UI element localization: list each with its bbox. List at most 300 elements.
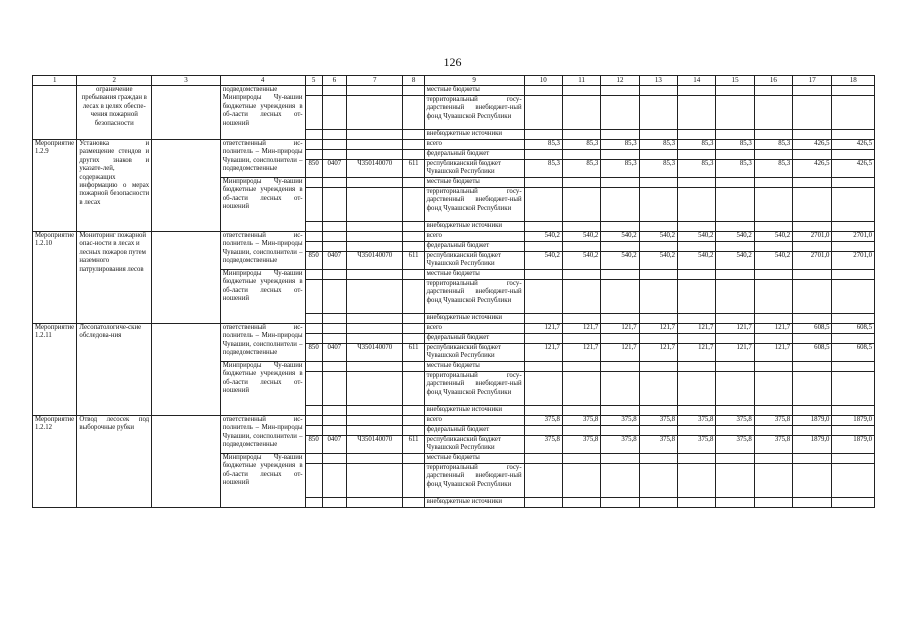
empty-cell [601,314,639,324]
measure-id: Мероприятие 1.2.9 [33,140,77,232]
empty-cell [793,242,832,252]
column-number-row [33,76,875,86]
empty-cell [793,334,832,344]
source-label: местные бюджеты [424,454,524,464]
value-cell: 608,5 [793,324,832,334]
empty-cell [793,178,832,188]
empty-cell [639,242,677,252]
source-label: территориальный госу-дарственный внебюджет-ный фонд Чувашской Республики [424,96,524,130]
empty-cell [678,270,716,280]
source-label: местные бюджеты [424,178,524,188]
empty-cell [678,464,716,498]
executor-bottom: Минприроды Чу-вашии бюджетные учреждения в об-ласти лесных от-ношений [220,454,305,508]
empty-cell [678,222,716,232]
value-cell: 85,3 [678,160,716,178]
empty-cell [832,188,875,222]
empty-cell [832,362,875,372]
source-label: внебюджетные источники [424,314,524,324]
value-cell: 1879,0 [832,416,875,426]
code-vr: 611 [403,160,424,178]
empty-cell [524,178,562,188]
code-rzpr: 0407 [322,344,346,362]
empty-cell [562,426,600,436]
empty-cell [639,222,677,232]
value-cell: 121,7 [754,344,792,362]
empty-cell [678,280,716,314]
empty-cell [524,372,562,406]
empty-cell [562,314,600,324]
col-num: 8 [403,76,424,86]
value-cell: 85,3 [639,160,677,178]
empty-cell [524,314,562,324]
source-label: внебюджетные источники [424,498,524,508]
value-cell: 85,3 [639,140,677,150]
col-num: 10 [524,76,562,86]
col-num: 18 [832,76,875,86]
continuation-executor: подведомственные Минприроды Чу-вашии бюджетные учреждения в об-ласти лесных от-ношений [220,86,305,140]
empty-cell [716,362,754,372]
empty-cell [793,188,832,222]
source-label: местные бюджеты [424,362,524,372]
value-cell: 121,7 [524,344,562,362]
budget-table [32,75,875,508]
code-grbs: 850 [305,160,322,178]
empty-cell [832,314,875,324]
empty-cell [832,406,875,416]
empty-cell [716,222,754,232]
value-cell: 540,2 [601,232,639,242]
value-cell: 85,3 [601,160,639,178]
col-num: 7 [346,76,403,86]
continuation-name: ограничение пребывания граждан в лесах в целях обеспе-чения пожарной безопасности [77,86,152,140]
value-cell: 608,5 [832,344,875,362]
value-cell: 85,3 [678,140,716,150]
value-cell: 2701,0 [832,232,875,242]
page-number: 126 [443,55,462,69]
value-cell: 85,3 [754,140,792,150]
value-cell: 2701,0 [793,252,832,270]
col-num: 3 [152,76,221,86]
value-cell: 375,8 [716,416,754,426]
empty-cell [754,314,792,324]
value-cell: 1879,0 [793,436,832,454]
empty-cell [793,270,832,280]
empty-cell [832,222,875,232]
code-vr: 611 [403,436,424,454]
empty-cell [524,454,562,464]
empty-cell [601,334,639,344]
empty-cell [754,362,792,372]
empty-cell [754,242,792,252]
empty-cell [832,270,875,280]
empty-cell [639,426,677,436]
source-label: внебюджетные источники [424,406,524,416]
source-label: местные бюджеты [424,86,524,96]
value-cell: 375,8 [524,416,562,426]
empty-cell [601,454,639,464]
empty-cell [562,242,600,252]
empty-cell [793,150,832,160]
empty-cell [793,362,832,372]
code-rzpr: 0407 [322,252,346,270]
empty-cell [601,242,639,252]
source-label: внебюджетные источники [424,222,524,232]
empty-cell [562,270,600,280]
measure-row [33,324,875,334]
measure-id: Мероприятие 1.2.10 [33,232,77,324]
empty-cell [716,372,754,406]
empty-cell [562,334,600,344]
empty-cell [601,464,639,498]
col-num: 4 [220,76,305,86]
measure-row [33,232,875,242]
empty-cell [601,426,639,436]
empty-cell [678,314,716,324]
source-label: федеральный бюджет [424,426,524,436]
empty-cell [678,188,716,222]
empty-cell [639,188,677,222]
empty-cell [639,464,677,498]
empty-cell [754,188,792,222]
executor-top: ответственный ис-полнитель – Мин-природы Чувашии, соисполнители – подведомственные [220,324,305,362]
empty-cell [678,406,716,416]
empty-cell [639,280,677,314]
code-csr: Ч350140070 [346,160,403,178]
measure-name: Лесопатологиче-ские обследова-ния [77,324,152,416]
source-label: республиканский бюджет Чувашской Республики [424,252,524,270]
value-cell: 85,3 [524,160,562,178]
value-cell: 121,7 [562,324,600,334]
empty-cell [601,188,639,222]
value-cell: 540,2 [562,252,600,270]
empty-cell [639,178,677,188]
value-cell: 540,2 [639,232,677,242]
empty-cell [524,280,562,314]
value-cell: 1879,0 [832,436,875,454]
value-cell: 540,2 [754,252,792,270]
value-cell: 121,7 [601,344,639,362]
empty-cell [716,498,754,508]
empty-cell [562,406,600,416]
source-label: территориальный госу-дарственный внебюджет-ный фонд Чувашской Республики [424,280,524,314]
empty-cell [832,372,875,406]
source-label: всего [424,232,524,242]
empty-cell [562,362,600,372]
empty-cell [754,454,792,464]
empty-cell [716,334,754,344]
empty-cell [601,178,639,188]
value-cell: 85,3 [716,160,754,178]
value-cell: 375,8 [562,416,600,426]
code-csr: Ч350140070 [346,344,403,362]
measure-name: Отвод лесосек под выборочные рубки [77,416,152,508]
code-grbs: 850 [305,344,322,362]
value-cell: 2701,0 [793,232,832,242]
value-cell: 121,7 [601,324,639,334]
empty-cell [716,454,754,464]
empty-cell [754,222,792,232]
empty-cell [601,280,639,314]
source-label: внебюджетные источники [424,130,524,140]
empty-cell [678,454,716,464]
executor-top: ответственный ис-полнитель – Мин-природы Чувашии, соисполнители – подведомственные [220,232,305,270]
value-cell: 1879,0 [793,416,832,426]
col-num: 9 [424,76,524,86]
empty-cell [524,406,562,416]
empty-cell [562,464,600,498]
empty-cell [601,222,639,232]
empty-cell [754,280,792,314]
code-csr: Ч350140070 [346,252,403,270]
value-cell: 121,7 [754,324,792,334]
col-num: 11 [562,76,600,86]
empty-cell [832,464,875,498]
source-label: всего [424,416,524,426]
value-cell: 426,5 [793,140,832,150]
empty-cell [793,498,832,508]
col-num: 12 [601,76,639,86]
empty-cell [793,222,832,232]
empty-cell [832,334,875,344]
value-cell: 375,8 [639,436,677,454]
value-cell: 121,7 [716,324,754,334]
empty-cell [562,498,600,508]
value-cell: 540,2 [562,232,600,242]
empty-cell [639,454,677,464]
empty-cell [832,242,875,252]
value-cell: 540,2 [716,232,754,242]
empty-cell [793,426,832,436]
empty-cell [678,372,716,406]
empty-cell [524,270,562,280]
measure-name: Мониторинг пожарной опас-ности в лесах и лесных пожаров путем наземного патрулирования лесов [77,232,152,324]
value-cell: 608,5 [793,344,832,362]
source-label: республиканский бюджет Чувашской Республики [424,436,524,454]
blank-cell [152,140,221,232]
value-cell: 375,8 [562,436,600,454]
empty-cell [601,362,639,372]
col-num: 5 [305,76,322,86]
executor-bottom: Минприроды Чу-вашии бюджетные учреждения в об-ласти лесных от-ношений [220,270,305,324]
col-num: 15 [716,76,754,86]
empty-cell [716,280,754,314]
empty-cell [716,242,754,252]
empty-cell [678,334,716,344]
empty-cell [754,270,792,280]
empty-cell [832,454,875,464]
empty-cell [524,426,562,436]
value-cell: 426,5 [832,160,875,178]
value-cell: 2701,0 [832,252,875,270]
empty-cell [524,242,562,252]
value-cell: 540,2 [678,232,716,242]
source-label: всего [424,324,524,334]
empty-cell [562,372,600,406]
empty-cell [562,222,600,232]
col-num: 6 [322,76,346,86]
empty-cell [793,464,832,498]
value-cell: 85,3 [754,160,792,178]
value-cell: 85,3 [716,140,754,150]
col-num: 2 [77,76,152,86]
empty-cell [754,498,792,508]
empty-cell [524,334,562,344]
blank-cell [152,324,221,416]
value-cell: 375,8 [754,436,792,454]
measure-id: Мероприятие 1.2.12 [33,416,77,508]
executor-bottom: Минприроды Чу-вашии бюджетные учреждения в об-ласти лесных от-ношений [220,178,305,232]
value-cell: 85,3 [601,140,639,150]
source-label: федеральный бюджет [424,242,524,252]
empty-cell [832,150,875,160]
col-num: 1 [33,76,77,86]
empty-cell [601,406,639,416]
empty-cell [524,498,562,508]
executor-top: ответственный ис-полнитель – Мин-природы Чувашии, соисполнители – подведомственные [220,140,305,178]
value-cell: 426,5 [832,140,875,150]
value-cell: 540,2 [601,252,639,270]
empty-cell [639,270,677,280]
value-cell: 121,7 [678,344,716,362]
empty-cell [562,454,600,464]
code-rzpr: 0407 [322,160,346,178]
value-cell: 540,2 [524,232,562,242]
empty-cell [754,334,792,344]
empty-cell [639,362,677,372]
empty-cell [639,498,677,508]
empty-cell [793,314,832,324]
empty-cell [678,178,716,188]
empty-cell [562,178,600,188]
empty-cell [678,362,716,372]
source-label: республиканский бюджет Чувашской Республики [424,344,524,362]
empty-cell [793,406,832,416]
source-label: территориальный госу-дарственный внебюджет-ный фонд Чувашской Республики [424,464,524,498]
empty-cell [716,270,754,280]
empty-cell [716,178,754,188]
empty-cell [716,464,754,498]
empty-cell [793,280,832,314]
source-label: территориальный госу-дарственный внебюджет-ный фонд Чувашской Республики [424,188,524,222]
value-cell: 121,7 [524,324,562,334]
empty-cell [639,406,677,416]
empty-cell [716,150,754,160]
value-cell: 121,7 [678,324,716,334]
value-cell: 608,5 [832,324,875,334]
empty-cell [754,426,792,436]
empty-cell [832,178,875,188]
measure-name: Установка и размещение стендов и других знаков и указате-лей, содержащих информацию о мерах пожарной безопасности в лесах [77,140,152,232]
col-num: 16 [754,76,792,86]
empty-cell [524,464,562,498]
empty-cell [754,178,792,188]
empty-cell [678,498,716,508]
empty-cell [754,372,792,406]
continuation-row [33,86,875,96]
col-num: 13 [639,76,677,86]
value-cell: 375,8 [716,436,754,454]
value-cell: 375,8 [524,436,562,454]
source-label: местные бюджеты [424,270,524,280]
code-vr: 611 [403,252,424,270]
empty-cell [716,188,754,222]
empty-cell [832,498,875,508]
code-grbs: 850 [305,252,322,270]
empty-cell [524,188,562,222]
source-label: республиканский бюджет Чувашской Республики [424,160,524,178]
value-cell: 540,2 [754,232,792,242]
code-vr: 611 [403,344,424,362]
empty-cell [678,242,716,252]
blank-cell [33,86,77,140]
value-cell: 375,8 [678,416,716,426]
value-cell: 375,8 [754,416,792,426]
value-cell: 121,7 [716,344,754,362]
value-cell: 121,7 [639,324,677,334]
empty-cell [754,464,792,498]
empty-cell [754,150,792,160]
empty-cell [716,406,754,416]
empty-cell [601,372,639,406]
empty-cell [562,188,600,222]
code-csr: Ч350140070 [346,436,403,454]
empty-cell [562,150,600,160]
empty-cell [601,150,639,160]
value-cell: 540,2 [716,252,754,270]
value-cell: 540,2 [524,252,562,270]
source-label: федеральный бюджет [424,334,524,344]
empty-cell [678,426,716,436]
empty-cell [793,372,832,406]
empty-cell [639,314,677,324]
empty-cell [678,150,716,160]
blank-cell [152,232,221,324]
value-cell: 375,8 [601,416,639,426]
executor-bottom: Минприроды Чу-вашии бюджетные учреждения в об-ласти лесных от-ношений [220,362,305,416]
blank-cell [152,416,221,508]
empty-cell [524,150,562,160]
empty-cell [562,280,600,314]
measure-row [33,416,875,426]
source-label: территориальный госу-дарственный внебюджет-ный фонд Чувашской Республики [424,372,524,406]
empty-cell [601,270,639,280]
empty-cell [639,334,677,344]
code-rzpr: 0407 [322,436,346,454]
executor-top: ответственный ис-полнитель – Мин-природы Чувашии, соисполнители – подведомственные [220,416,305,454]
value-cell: 121,7 [639,344,677,362]
value-cell: 540,2 [639,252,677,270]
blank-cell [152,86,221,140]
value-cell: 540,2 [678,252,716,270]
empty-cell [716,314,754,324]
code-grbs: 850 [305,436,322,454]
value-cell: 85,3 [562,160,600,178]
empty-cell [754,406,792,416]
col-num: 17 [793,76,832,86]
value-cell: 375,8 [678,436,716,454]
value-cell: 85,3 [562,140,600,150]
value-cell: 375,8 [601,436,639,454]
source-label: всего [424,140,524,150]
empty-cell [832,426,875,436]
empty-cell [639,150,677,160]
value-cell: 121,7 [562,344,600,362]
empty-cell [832,280,875,314]
empty-cell [524,222,562,232]
empty-cell [716,426,754,436]
empty-cell [793,454,832,464]
measure-row [33,140,875,150]
